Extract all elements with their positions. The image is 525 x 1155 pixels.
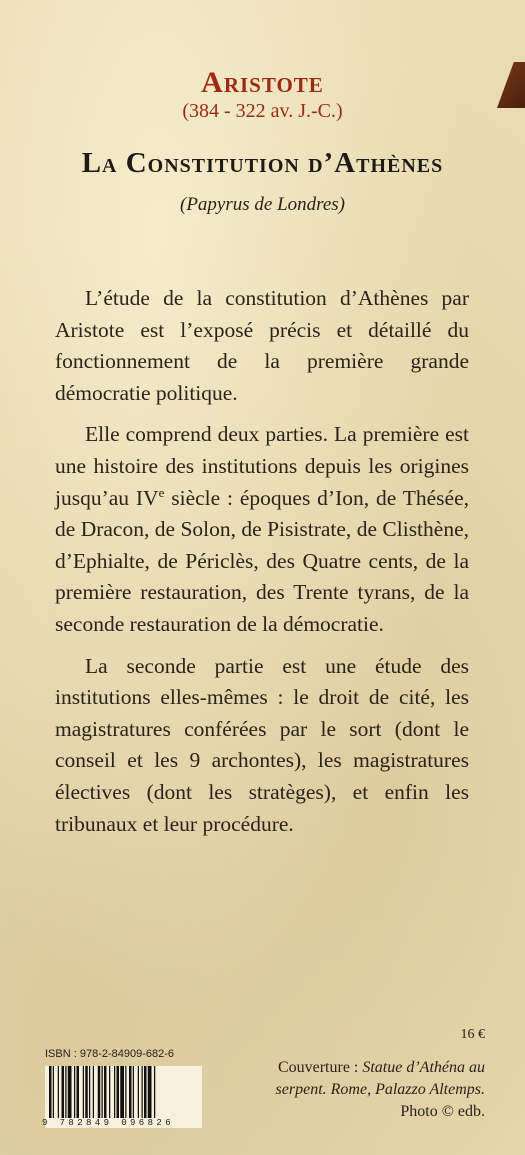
barcode-digits: 9 782849 096826 bbox=[42, 1118, 175, 1128]
century-superscript: e bbox=[158, 484, 165, 500]
blurb-paragraph-3: La seconde partie est une étude des institutions elles-mêmes : le droit de cité, les magistratures conférées par le sort (dont le conseil et les 9 archontes), les magistratures électives (dont les stratèges), et enfin les tribunaux et leur procédure. bbox=[55, 653, 469, 836]
price: 16 € bbox=[460, 1027, 485, 1042]
isbn: ISBN : 978-2-84909-682-6 bbox=[45, 1048, 175, 1060]
author-dates: (384 - 322 av. J.-C.) bbox=[182, 100, 343, 122]
cover-credit-title: Statue d’Athéna au serpent. Rome, Palazzo Altemps. bbox=[275, 1059, 485, 1098]
cover-credit bbox=[245, 1057, 485, 1123]
blurb-paragraph-2 bbox=[55, 419, 469, 640]
author-name: Aristote bbox=[201, 66, 324, 99]
cover-credit-label: Couverture : bbox=[277, 1059, 363, 1076]
book-title: La Constitution d’Athènes bbox=[81, 147, 444, 179]
blurb-paragraph-1: L’étude de la constitution d’Athènes par Aristote est l’exposé précis et détaillé du fonctionnement de la première grande démocratie politique. bbox=[55, 286, 469, 405]
book-subtitle: (Papyrus de Londres) bbox=[180, 194, 345, 215]
blurb bbox=[55, 283, 469, 840]
cover-credit-photo: Photo © edb. bbox=[400, 1103, 485, 1120]
blurb-paragraph-2-end: siècle : époques d’Ion, de Thésée, de Dracon, de Solon, de Pisistrate, de Clisthène, d’Ephialte, de Périclès, des Quatre cents, de la première restauration, des Trente tyrans, de la seconde restauration de la démocratie. bbox=[55, 485, 469, 636]
blurb-paragraph-2-start: Elle comprend deux parties. La première est une histoire des institutions depuis les origines jusqu’au IV bbox=[55, 422, 469, 510]
